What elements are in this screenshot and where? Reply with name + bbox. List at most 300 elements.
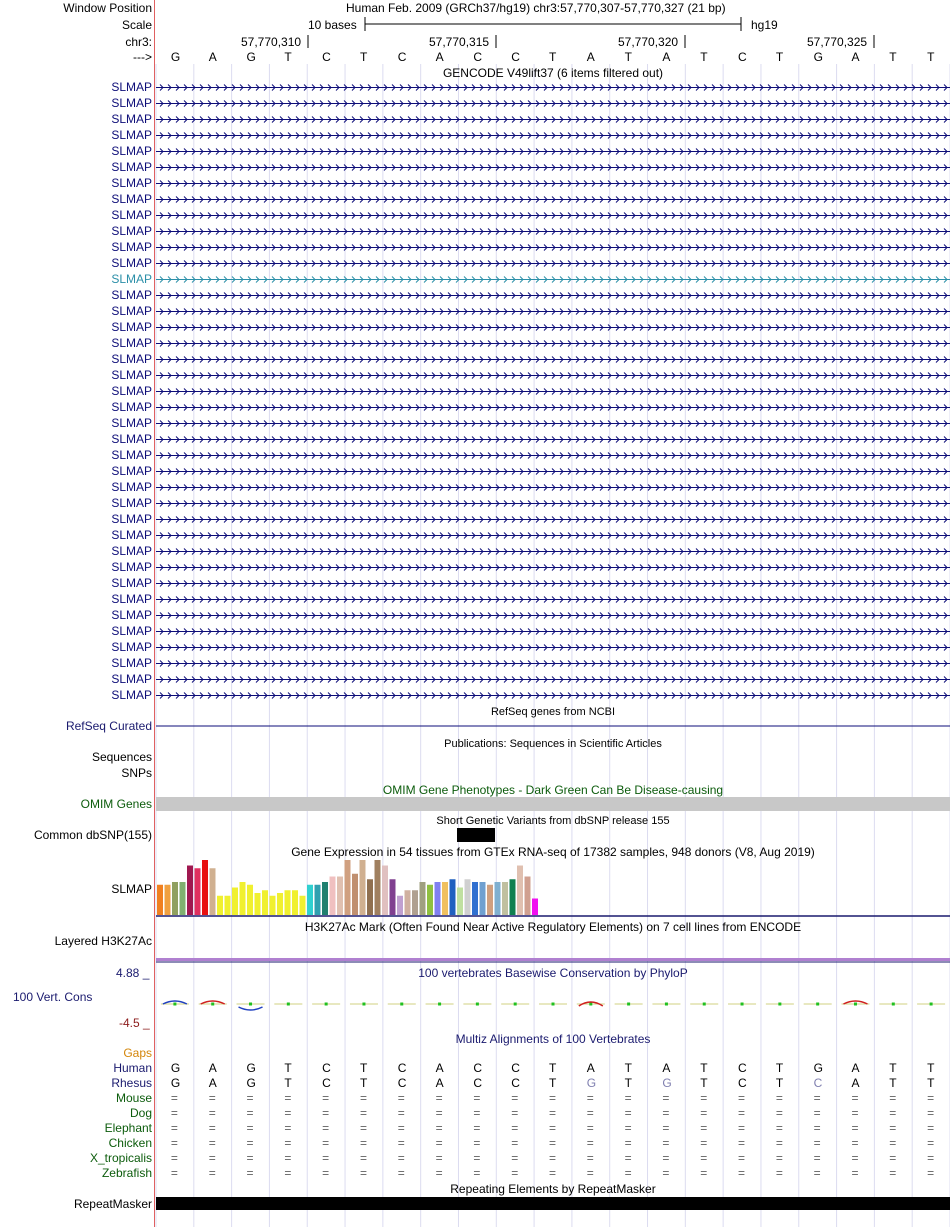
alignment-base: =	[889, 1121, 897, 1135]
phylop-point	[665, 1003, 668, 1006]
alignment-base: =	[775, 1121, 783, 1135]
alignment-base: =	[927, 1166, 935, 1180]
multiz-species-label[interactable]: Chicken	[108, 1136, 152, 1150]
alignment-base: =	[284, 1106, 292, 1120]
chrom-label: chr3:	[125, 35, 152, 49]
alignment-base: =	[170, 1121, 178, 1135]
publications-snps-label[interactable]: SNPs	[121, 766, 152, 780]
alignment-base: =	[586, 1166, 594, 1180]
base-letter: T	[359, 50, 368, 64]
alignment-base: =	[208, 1151, 216, 1165]
gtex-bar	[345, 860, 351, 915]
base-letter: A	[435, 50, 444, 64]
gtex-gene-label[interactable]: SLMAP	[111, 882, 152, 896]
multiz-track-title[interactable]: Multiz Alignments of 100 Vertebrates	[455, 1032, 651, 1046]
alignment-base: =	[775, 1151, 783, 1165]
alignment-base: =	[549, 1106, 557, 1120]
phylop-point	[854, 1003, 857, 1006]
alignment-base: =	[775, 1091, 783, 1105]
alignment-base: =	[473, 1166, 481, 1180]
alignment-base: =	[435, 1091, 443, 1105]
phylop-point	[173, 1003, 176, 1006]
gencode-transcript-label[interactable]: SLMAP	[111, 672, 152, 686]
position-tick-4: 57,770,325	[807, 35, 868, 49]
alignment-base: =	[511, 1136, 519, 1150]
alignment-base: =	[927, 1091, 935, 1105]
omim-bar	[156, 797, 950, 811]
base-letter: A	[208, 50, 217, 64]
gencode-transcript-label[interactable]: SLMAP	[111, 336, 152, 350]
alignment-base: T	[359, 1061, 368, 1075]
alignment-base: G	[586, 1076, 597, 1090]
phylop-point	[589, 1003, 592, 1006]
alignment-base: C	[322, 1076, 331, 1090]
alignment-base: =	[170, 1106, 178, 1120]
gtex-bar	[495, 882, 501, 915]
alignment-base: =	[813, 1136, 821, 1150]
alignment-base: =	[397, 1166, 405, 1180]
base-letter: T	[624, 50, 632, 64]
alignment-base: =	[170, 1091, 178, 1105]
alignment-base: =	[208, 1121, 216, 1135]
phylop-point	[438, 1003, 441, 1006]
alignment-base: =	[813, 1166, 821, 1180]
alignment-base: C	[397, 1061, 407, 1075]
phylop-max-label: 4.88 _	[116, 966, 150, 980]
scale-label: Scale	[121, 18, 152, 32]
gtex-bar	[517, 866, 523, 916]
alignment-base: =	[549, 1151, 557, 1165]
gtex-bar	[465, 879, 471, 915]
alignment-base: =	[549, 1121, 557, 1135]
gtex-bar	[330, 877, 336, 916]
gencode-transcript-label[interactable]: SLMAP	[111, 688, 152, 702]
alignment-base: A	[208, 1076, 217, 1090]
gtex-track-title[interactable]: Gene Expression in 54 tissues from GTEx RNA-seq of 17382 samples, 948 donors (V8, Aug 2019)	[291, 845, 815, 859]
gencode-transcript-label[interactable]: SLMAP	[111, 656, 152, 670]
alignment-base: =	[397, 1106, 405, 1120]
alignment-base: C	[511, 1076, 520, 1090]
alignment-base: =	[435, 1106, 443, 1120]
multiz-species-label[interactable]: X_tropicalis	[89, 1151, 152, 1165]
gencode-transcript-label[interactable]: SLMAP	[111, 384, 152, 398]
alignment-base: T	[927, 1061, 935, 1075]
alignment-base: =	[435, 1121, 443, 1135]
alignment-base: =	[511, 1151, 519, 1165]
alignment-base: =	[586, 1121, 594, 1135]
alignment-base: =	[851, 1166, 859, 1180]
phylop-mark	[239, 1007, 263, 1010]
alignment-base: =	[624, 1091, 632, 1105]
gencode-transcript-label[interactable]: SLMAP	[111, 240, 152, 254]
alignment-base: =	[359, 1151, 367, 1165]
alignment-base: =	[624, 1121, 632, 1135]
alignment-base: T	[775, 1076, 784, 1090]
alignment-base: T	[889, 1061, 897, 1075]
gtex-bar	[352, 874, 358, 915]
alignment-base: T	[549, 1061, 557, 1075]
gencode-transcript-label[interactable]: SLMAP	[111, 608, 152, 622]
alignment-base: =	[435, 1151, 443, 1165]
phylop-track-title[interactable]: 100 vertebrates Basewise Conservation by PhyloP	[418, 966, 688, 980]
alignment-base: =	[359, 1106, 367, 1120]
gencode-transcript-label[interactable]: SLMAP	[111, 592, 152, 606]
alignment-base: T	[927, 1076, 935, 1090]
alignment-base: =	[586, 1136, 594, 1150]
base-letter: T	[927, 50, 935, 64]
gencode-transcript-label[interactable]: SLMAP	[111, 128, 152, 142]
gencode-transcript-label[interactable]: SLMAP	[111, 320, 152, 334]
phylop-point	[816, 1003, 819, 1006]
gtex-bar	[375, 860, 381, 915]
alignment-base: =	[397, 1121, 405, 1135]
alignment-base: =	[284, 1091, 292, 1105]
alignment-base: T	[889, 1076, 897, 1090]
gtex-bar	[397, 896, 403, 915]
alignment-base: T	[359, 1076, 368, 1090]
repeatmasker-label[interactable]: RepeatMasker	[73, 1197, 152, 1211]
alignment-base: =	[246, 1121, 254, 1135]
alignment-base: =	[813, 1151, 821, 1165]
base-letter: G	[170, 50, 181, 64]
gencode-transcript-label[interactable]: SLMAP	[111, 528, 152, 542]
alignment-base: =	[435, 1166, 443, 1180]
alignment-base: T	[284, 1076, 292, 1090]
alignment-base: =	[927, 1151, 935, 1165]
alignment-base: =	[359, 1091, 367, 1105]
phylop-label[interactable]: 100 Vert. Cons	[13, 990, 93, 1004]
gencode-transcript-label[interactable]: SLMAP	[111, 304, 152, 318]
multiz-species-label[interactable]: Elephant	[104, 1121, 152, 1135]
gencode-transcript-label[interactable]: SLMAP	[111, 624, 152, 638]
alignment-base: =	[586, 1091, 594, 1105]
alignment-base: =	[813, 1091, 821, 1105]
alignment-base: T	[700, 1076, 708, 1090]
dbsnp-label[interactable]: Common dbSNP(155)	[33, 828, 152, 842]
gtex-bar	[457, 888, 463, 916]
gtex-bar	[472, 882, 478, 915]
gencode-transcript-label[interactable]: SLMAP	[111, 288, 152, 302]
alignment-base: =	[700, 1151, 708, 1165]
base-letter: T	[549, 50, 557, 64]
alignment-base: =	[359, 1136, 367, 1150]
alignment-base: =	[549, 1136, 557, 1150]
alignment-base: C	[322, 1061, 331, 1075]
base-letter: A	[851, 50, 860, 64]
alignment-base: A	[851, 1061, 860, 1075]
gencode-transcript-label[interactable]: SLMAP	[111, 208, 152, 222]
alignment-base: =	[246, 1166, 254, 1180]
phylop-min-label: -4.5 _	[119, 1016, 150, 1030]
gencode-transcript-label[interactable]: SLMAP	[111, 496, 152, 510]
gtex-bar	[232, 888, 238, 916]
gtex-bar	[270, 896, 276, 915]
publications-track-title[interactable]: Publications: Sequences in Scientific Articles	[444, 738, 662, 750]
alignment-base: =	[549, 1091, 557, 1105]
gencode-transcript-label[interactable]: SLMAP	[111, 464, 152, 478]
alignment-base: =	[359, 1166, 367, 1180]
gtex-bar	[247, 885, 253, 915]
alignment-base: =	[738, 1121, 746, 1135]
gtex-bar	[300, 896, 306, 915]
scale-text: 10 bases	[308, 18, 357, 32]
alignment-base: T	[284, 1061, 292, 1075]
gtex-bar	[390, 879, 396, 915]
alignment-base: =	[738, 1136, 746, 1150]
alignment-base: =	[738, 1106, 746, 1120]
alignment-base: A	[662, 1061, 671, 1075]
alignment-base: =	[775, 1166, 783, 1180]
alignment-base: T	[700, 1061, 708, 1075]
alignment-base: =	[927, 1106, 935, 1120]
gtex-bar	[382, 866, 388, 916]
gencode-track-title[interactable]: GENCODE V49lift37 (6 items filtered out)	[442, 66, 664, 80]
gtex-bar	[307, 885, 313, 915]
gtex-bar	[195, 868, 201, 915]
gencode-transcript-label[interactable]: SLMAP	[111, 368, 152, 382]
alignment-base: G	[170, 1061, 181, 1075]
h3k27ac-signal	[156, 958, 950, 961]
alignment-base: G	[662, 1076, 672, 1090]
alignment-base: =	[851, 1151, 859, 1165]
alignment-base: C	[473, 1076, 483, 1090]
gencode-transcript-label[interactable]: SLMAP	[111, 480, 152, 494]
alignment-base: =	[473, 1136, 481, 1150]
gencode-transcript-label[interactable]: SLMAP	[111, 112, 152, 126]
alignment-base: G	[170, 1076, 181, 1090]
alignment-base: =	[624, 1106, 632, 1120]
gtex-bar	[255, 893, 261, 915]
alignment-base: C	[473, 1061, 483, 1075]
alignment-base: =	[586, 1106, 594, 1120]
alignment-base: =	[775, 1136, 783, 1150]
h3k27ac-label[interactable]: Layered H3K27Ac	[54, 934, 152, 948]
gtex-bar	[502, 882, 508, 915]
alignment-base: C	[738, 1076, 747, 1090]
multiz-species-label[interactable]: Dog	[129, 1106, 152, 1120]
gtex-bar	[157, 885, 163, 915]
gtex-bar	[412, 890, 418, 915]
gencode-transcript-label[interactable]: SLMAP	[111, 576, 152, 590]
gencode-transcript-label[interactable]: SLMAP	[111, 416, 152, 430]
repeatmasker-bar	[156, 1197, 950, 1210]
alignment-base: =	[397, 1091, 405, 1105]
phylop-point	[778, 1003, 781, 1006]
alignment-base: =	[927, 1121, 935, 1135]
alignment-base: =	[738, 1166, 746, 1180]
alignment-base: =	[927, 1136, 935, 1150]
phylop-point	[400, 1003, 403, 1006]
gtex-bar	[225, 896, 231, 915]
h3k27ac-track-title[interactable]: H3K27Ac Mark (Often Found Near Active Regulatory Elements) on 7 cell lines from ENCODE	[304, 920, 802, 934]
phylop-point	[892, 1003, 895, 1006]
alignment-base: =	[435, 1136, 443, 1150]
gtex-bar	[277, 893, 283, 915]
alignment-base: =	[662, 1091, 670, 1105]
base-letter: G	[813, 50, 823, 64]
gencode-transcript-label[interactable]: SLMAP	[111, 176, 152, 190]
gtex-bar	[450, 879, 456, 915]
refseq-label[interactable]: RefSeq Curated	[65, 719, 152, 733]
gtex-bar	[187, 866, 193, 916]
alignment-base: =	[851, 1106, 859, 1120]
phylop-point	[249, 1003, 252, 1006]
phylop-point	[703, 1003, 706, 1006]
alignment-base: =	[473, 1151, 481, 1165]
alignment-base: C	[738, 1061, 747, 1075]
alignment-base: =	[284, 1121, 292, 1135]
multiz-species-label[interactable]: Human	[113, 1061, 152, 1075]
alignment-base: =	[549, 1166, 557, 1180]
alignment-base: =	[322, 1106, 330, 1120]
alignment-base: =	[511, 1121, 519, 1135]
alignment-base: G	[246, 1076, 256, 1090]
phylop-point	[362, 1003, 365, 1006]
gtex-bar	[420, 882, 426, 915]
gtex-bar	[285, 890, 291, 915]
alignment-base: =	[473, 1121, 481, 1135]
phylop-point	[741, 1003, 744, 1006]
alignment-base: =	[322, 1166, 330, 1180]
phylop-point	[930, 1003, 933, 1006]
alignment-base: =	[397, 1151, 405, 1165]
phylop-point	[287, 1003, 290, 1006]
alignment-base: =	[662, 1136, 670, 1150]
repeatmasker-track-title[interactable]: Repeating Elements by RepeatMasker	[450, 1182, 656, 1196]
alignment-base: =	[511, 1106, 519, 1120]
gtex-bar	[427, 885, 433, 915]
multiz-gaps-label[interactable]: Gaps	[123, 1046, 152, 1060]
alignment-base: =	[284, 1136, 292, 1150]
alignment-base: =	[246, 1151, 254, 1165]
gencode-transcript-label[interactable]: SLMAP	[111, 96, 152, 110]
multiz-species-label[interactable]: Zebrafish	[101, 1166, 152, 1180]
gencode-transcript-label[interactable]: SLMAP	[111, 256, 152, 270]
gtex-bar	[217, 896, 223, 915]
alignment-base: =	[700, 1106, 708, 1120]
omim-track-title[interactable]: OMIM Gene Phenotypes - Dark Green Can Be Disease-causing	[382, 783, 724, 797]
multiz-species-label[interactable]: Mouse	[115, 1091, 152, 1105]
gencode-transcript-label[interactable]: SLMAP	[111, 512, 152, 526]
window-position-label: Window Position	[63, 1, 152, 15]
alignment-base: =	[775, 1106, 783, 1120]
alignment-base: =	[889, 1136, 897, 1150]
gtex-bar	[367, 879, 373, 915]
gtex-bar	[165, 885, 171, 915]
gtex-bar	[442, 882, 448, 915]
alignment-base: =	[322, 1121, 330, 1135]
alignment-base: =	[473, 1106, 481, 1120]
phylop-point	[325, 1003, 328, 1006]
gtex-bar	[435, 882, 441, 915]
alignment-base: =	[851, 1121, 859, 1135]
alignment-base: =	[322, 1151, 330, 1165]
refseq-track-title[interactable]: RefSeq genes from NCBI	[490, 706, 616, 718]
alignment-base: C	[813, 1076, 823, 1090]
gtex-bar	[480, 882, 486, 915]
alignment-base: =	[700, 1136, 708, 1150]
base-letter: C	[473, 50, 483, 64]
gencode-transcript-label[interactable]: SLMAP	[111, 448, 152, 462]
gtex-bar	[180, 882, 186, 915]
position-tick-1: 57,770,310	[241, 35, 302, 49]
gencode-transcript-label[interactable]: SLMAP	[111, 144, 152, 158]
gencode-transcript-label[interactable]: SLMAP	[111, 400, 152, 414]
gtex-bar	[487, 885, 493, 915]
gencode-transcript-label[interactable]: SLMAP	[111, 192, 152, 206]
alignment-base: =	[473, 1091, 481, 1105]
alignment-base: =	[700, 1091, 708, 1105]
gencode-transcript-label[interactable]: SLMAP	[111, 160, 152, 174]
alignment-base: =	[322, 1136, 330, 1150]
alignment-base: =	[246, 1106, 254, 1120]
gencode-transcript-label[interactable]: SLMAP	[111, 432, 152, 446]
alignment-base: C	[397, 1076, 407, 1090]
alignment-base: =	[851, 1091, 859, 1105]
phylop-point	[211, 1003, 214, 1006]
multiz-species-label[interactable]: Rhesus	[111, 1076, 152, 1090]
alignment-base: =	[586, 1151, 594, 1165]
alignment-base: C	[511, 1061, 520, 1075]
alignment-base: =	[397, 1136, 405, 1150]
alignment-base: G	[246, 1061, 256, 1075]
alignment-base: =	[246, 1136, 254, 1150]
gencode-transcript-label[interactable]: SLMAP	[111, 272, 152, 286]
gencode-transcript-label[interactable]: SLMAP	[111, 640, 152, 654]
gtex-bar	[525, 877, 531, 916]
omim-label[interactable]: OMIM Genes	[80, 797, 152, 811]
gencode-transcript-label[interactable]: SLMAP	[111, 80, 152, 94]
gencode-transcript-label[interactable]: SLMAP	[111, 224, 152, 238]
alignment-base: =	[889, 1091, 897, 1105]
alignment-base: =	[208, 1091, 216, 1105]
base-letter: A	[586, 50, 595, 64]
gencode-transcript-label[interactable]: SLMAP	[111, 352, 152, 366]
gtex-bar	[322, 882, 328, 915]
alignment-base: A	[435, 1061, 444, 1075]
alignment-base: =	[284, 1151, 292, 1165]
gencode-transcript-label[interactable]: SLMAP	[111, 544, 152, 558]
alignment-base: =	[738, 1091, 746, 1105]
gencode-transcript-label[interactable]: SLMAP	[111, 560, 152, 574]
base-letter: T	[775, 50, 784, 64]
alignment-base: =	[624, 1166, 632, 1180]
base-letter: C	[322, 50, 331, 64]
alignment-base: =	[889, 1106, 897, 1120]
gtex-bar	[240, 882, 246, 915]
gtex-bar	[210, 868, 216, 915]
alignment-base: =	[700, 1166, 708, 1180]
alignment-base: =	[624, 1151, 632, 1165]
alignment-base: =	[624, 1136, 632, 1150]
alignment-base: =	[813, 1106, 821, 1120]
gtex-bar	[262, 890, 268, 915]
alignment-base: =	[170, 1151, 178, 1165]
dbsnp-track-title[interactable]: Short Genetic Variants from dbSNP release 155	[436, 815, 670, 827]
phylop-point	[476, 1003, 479, 1006]
dbsnp-variant	[457, 828, 495, 842]
gtex-bar	[360, 860, 366, 915]
phylop-point	[552, 1003, 555, 1006]
alignment-base: =	[662, 1106, 670, 1120]
publications-sequences-label[interactable]: Sequences	[91, 750, 152, 764]
alignment-base: A	[208, 1061, 217, 1075]
position-tick-3: 57,770,320	[618, 35, 679, 49]
base-letter: A	[662, 50, 671, 64]
alignment-base: =	[170, 1166, 178, 1180]
alignment-base: =	[359, 1121, 367, 1135]
gtex-bar	[337, 877, 343, 916]
